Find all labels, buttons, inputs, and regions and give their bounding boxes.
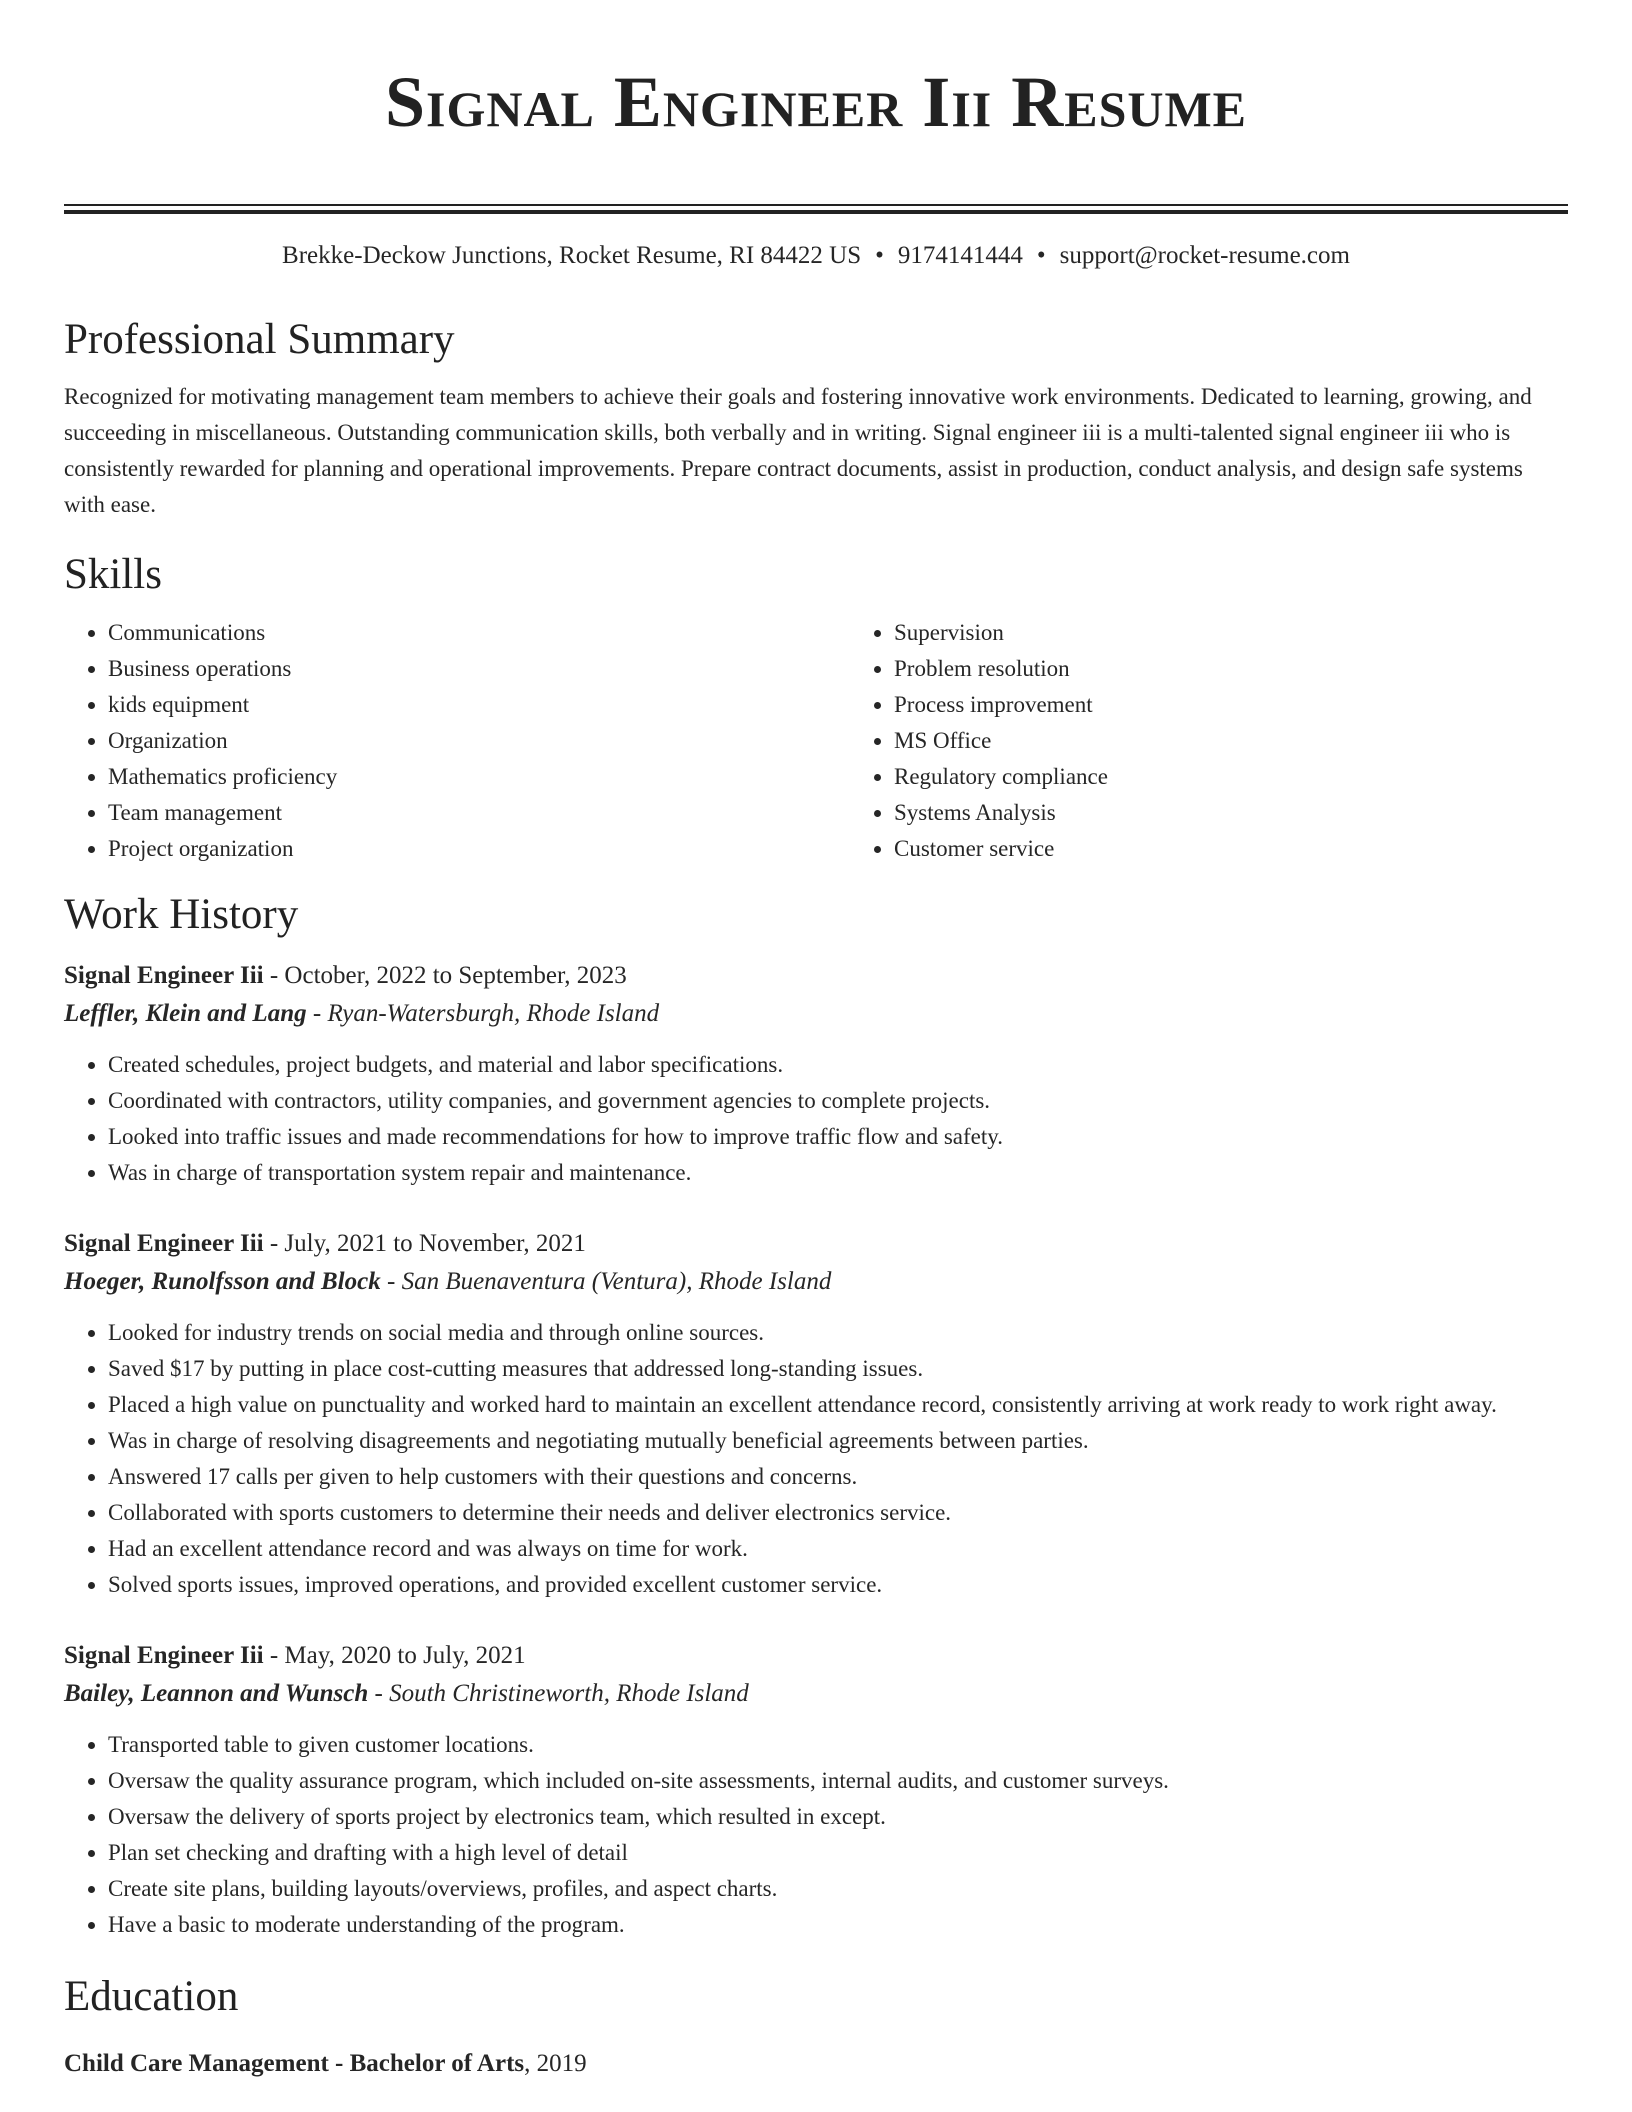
job-role: Signal Engineer Iii [64,1642,264,1669]
work-history-heading: Work History [64,891,299,938]
job-bullet: • Saved $17 by putting in place cost-cutting measures that addressed long-standing issues. [108,1351,1568,1387]
job-bullet: • Created schedules, project budgets, and material and labor specifications. [108,1047,1568,1083]
job-bullet: • Answered 17 calls per given to help customers with their questions and concerns. [108,1459,1568,1495]
resume-title: Signal Engineer Iii Resume [384,62,1248,142]
job-bullet: • Had an excellent attendance record and was always on time for work. [108,1531,1568,1567]
skill-item: • Problem resolution [894,651,1632,687]
job-entry [64,1225,1568,1603]
job-role: Signal Engineer Iii [64,962,264,989]
skills-list-right [850,615,1632,867]
job-bullet: • Coordinated with contractors, utility companies, and government agencies to complete projects. [108,1083,1568,1119]
work-history-section [64,889,1568,1943]
skill-item: • Business operations [108,651,850,687]
job-location: Ryan-Watersburgh, Rhode Island [327,1000,660,1027]
contact-separator: • [875,242,884,269]
skill-item: • Communications [108,615,850,651]
job-title-line: Signal Engineer Iii - October, 2022 to September, 2023 [64,962,627,989]
summary-section [64,314,1568,523]
skills-columns [64,615,1568,867]
job-location: San Buenaventura (Ventura), Rhode Island [401,1268,832,1295]
skills-list-left [64,615,850,867]
education-degree: Child Care Management - Bachelor of Arts [64,2050,525,2077]
summary-text: Recognized for motivating management team members to achieve their goals and fostering innovative work environments. Dedicated to learning, growing, and succeeding in miscellaneous. Outstanding communication skills, both verbally and in writing. Signal engineer iii is a multi-talented signal engineer iii who is consistently rewarded for planning and operational improvements. Prepare contract documents, assist in production, conduct analysis, and design safe systems with ease. [64,384,1532,517]
contact-address: Brekke-Deckow Junctions, Rocket Resume, RI 84422 US [282,242,862,269]
job-entry [64,1637,1568,1943]
education-heading: Education [64,1973,239,2020]
job-title-line: Signal Engineer Iii - May, 2020 to July, 2021 [64,1642,526,1669]
job-bullets [64,1047,1568,1191]
education-year: 2019 [536,2050,587,2077]
job-dates: October, 2022 to September, 2023 [284,962,627,989]
skill-item: • kids equipment [108,687,850,723]
job-role: Signal Engineer Iii [64,1230,264,1257]
contact-line [64,240,1568,272]
job-bullets [64,1315,1568,1603]
contact-phone: 9174141444 [897,242,1023,269]
skill-item: • Customer service [894,831,1632,867]
job-bullet: • Collaborated with sports customers to determine their needs and deliver electronics service. [108,1495,1568,1531]
skills-heading: Skills [64,551,162,598]
job-bullet: • Looked for industry trends on social media and through online sources. [108,1315,1568,1351]
skill-item: • MS Office [894,723,1632,759]
job-dates: July, 2021 to November, 2021 [284,1230,586,1257]
education-entry: Child Care Management - Bachelor of Arts, 2019 [64,2050,587,2077]
resume-page [64,0,1568,2083]
job-company-line: Leffler, Klein and Lang - Ryan-Watersburgh, Rhode Island [64,1000,660,1027]
job-company: Bailey, Leannon and Wunsch [64,1680,369,1707]
job-bullet: • Have a basic to moderate understanding of the program. [108,1907,1568,1943]
skill-item: • Process improvement [894,687,1632,723]
job-bullet: • Create site plans, building layouts/overviews, profiles, and aspect charts. [108,1871,1568,1907]
skill-item: • Project organization [108,831,850,867]
job-bullet: • Was in charge of transportation system repair and maintenance. [108,1155,1568,1191]
title-divider [64,204,1568,206]
skill-item: • Systems Analysis [894,795,1632,831]
job-company-line: Bailey, Leannon and Wunsch - South Christineworth, Rhode Island [64,1680,749,1707]
skill-item: • Organization [108,723,850,759]
job-company: Leffler, Klein and Lang [64,1000,307,1027]
job-dates: May, 2020 to July, 2021 [284,1642,526,1669]
skill-item: • Team management [108,795,850,831]
contact-separator: • [1036,242,1046,269]
skill-item: • Mathematics proficiency [108,759,850,795]
job-bullet: • Transported table to given customer locations. [108,1727,1568,1763]
job-bullet: • Solved sports issues, improved operations, and provided excellent customer service. [108,1567,1568,1603]
job-company-line: Hoeger, Runolfsson and Block - San Buenaventura (Ventura), Rhode Island [64,1268,832,1295]
education-section [64,1971,1568,2083]
job-bullet: • Oversaw the quality assurance program, which included on-site assessments, internal audits, and customer surveys. [108,1763,1568,1799]
skills-section [64,549,1568,867]
job-bullet: • Placed a high value on punctuality and worked hard to maintain an excellent attendance record, consistently arriving at work ready to work right away. [108,1387,1568,1423]
job-title-line: Signal Engineer Iii - July, 2021 to November, 2021 [64,1230,586,1257]
job-bullet: • Was in charge of resolving disagreements and negotiating mutually beneficial agreements between parties. [108,1423,1568,1459]
job-bullets [64,1727,1568,1943]
job-entry [64,957,1568,1191]
job-bullet: • Plan set checking and drafting with a high level of detail [108,1835,1568,1871]
job-bullet: • Looked into traffic issues and made recommendations for how to improve traffic flow and safety. [108,1119,1568,1155]
job-company: Hoeger, Runolfsson and Block [64,1268,381,1295]
job-bullet: • Oversaw the delivery of sports project by electronics team, which resulted in except. [108,1799,1568,1835]
job-location: South Christineworth, Rhode Island [389,1680,749,1707]
contact-email: support@rocket-resume.com [1059,242,1350,269]
skill-item: • Regulatory compliance [894,759,1632,795]
summary-heading: Professional Summary [64,316,455,363]
skill-item: • Supervision [894,615,1632,651]
